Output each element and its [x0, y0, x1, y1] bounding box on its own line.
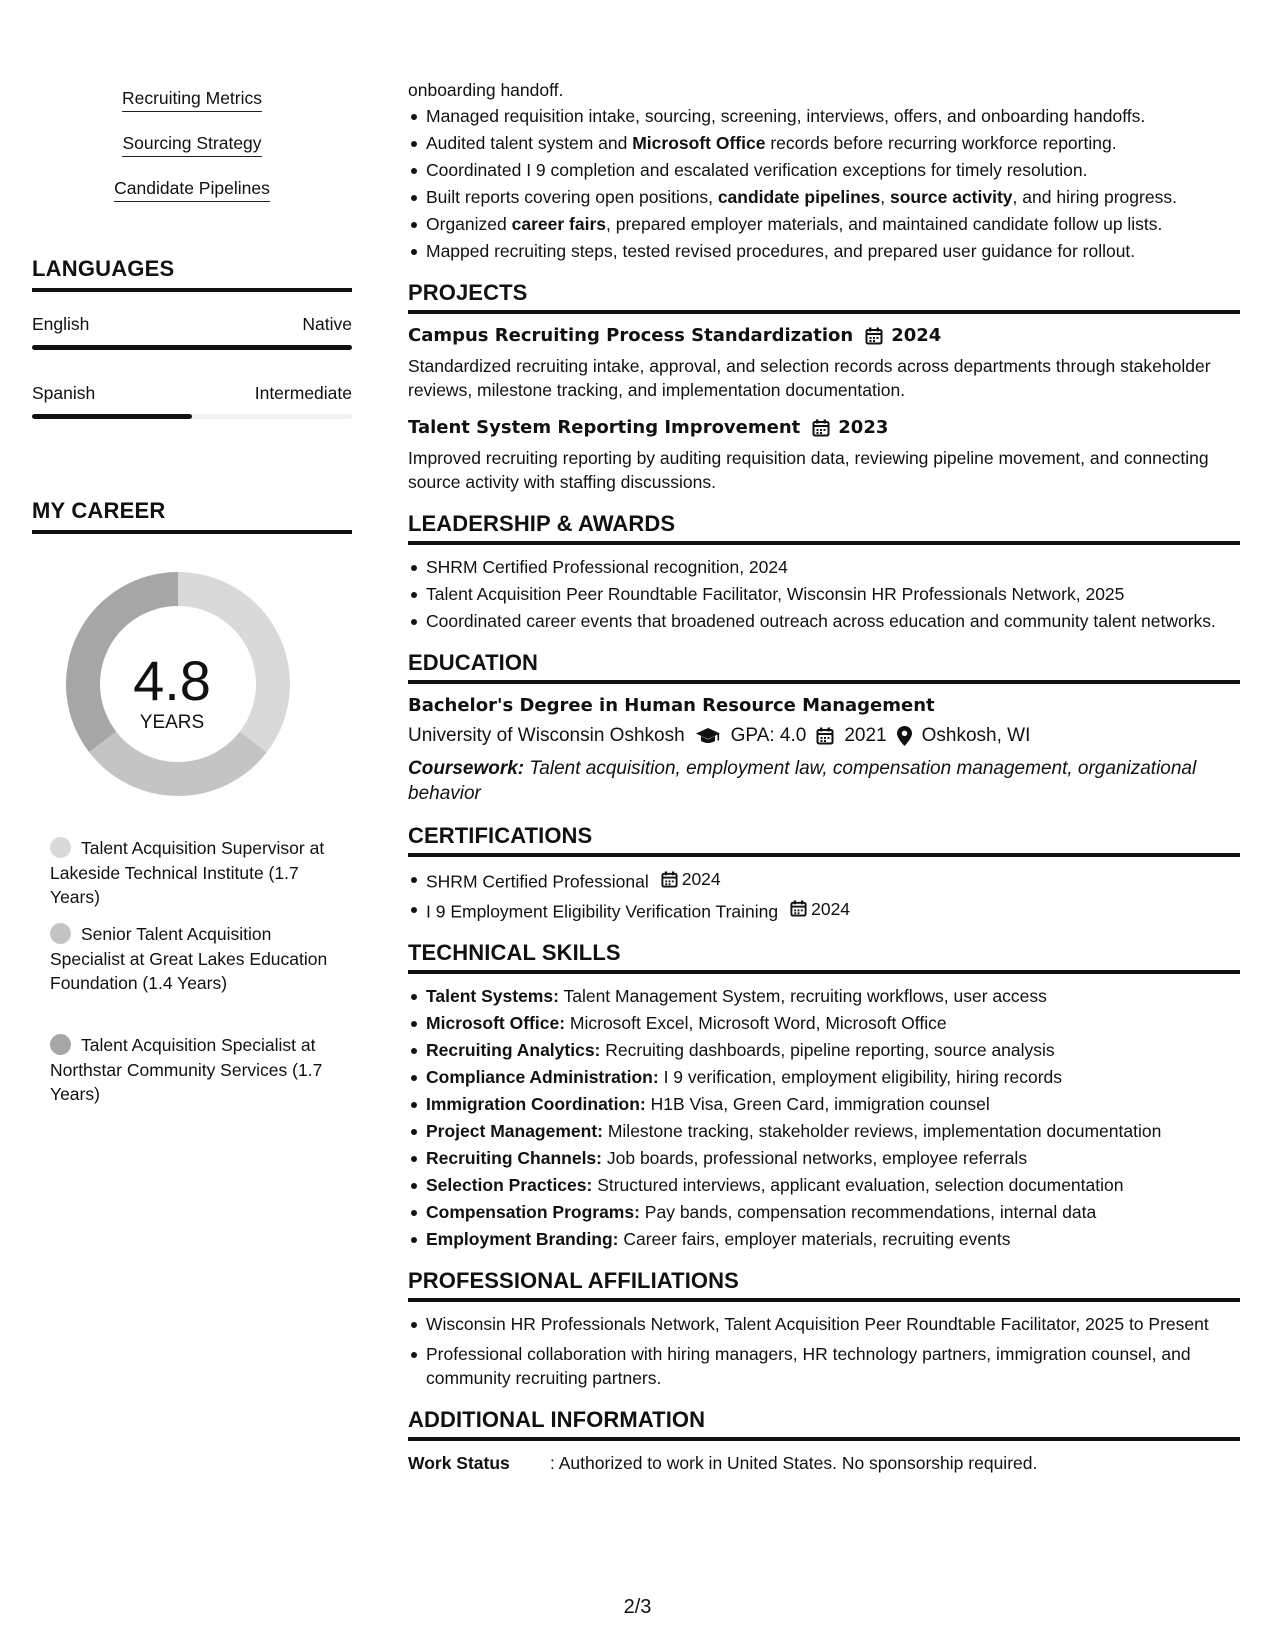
- list-item: Managed requisition intake, sourcing, screening, interviews, offers, and onboarding handoffs.: [408, 104, 1240, 128]
- skill-label: Recruiting Channels:: [426, 1148, 602, 1168]
- skill-item: [408, 1038, 1240, 1062]
- skill-label: Talent Systems:: [426, 986, 559, 1006]
- skill-links: [32, 88, 352, 223]
- career-legend-dot: [50, 923, 71, 944]
- skill-label: Recruiting Analytics:: [426, 1040, 601, 1060]
- skill-item: [408, 1227, 1240, 1251]
- language-name: Spanish: [32, 383, 96, 403]
- skill-link[interactable]: [32, 88, 352, 133]
- list-item: Professional collaboration with hiring managers, HR technology partners, immigration counsel, and community recruiting partners.: [408, 1342, 1240, 1390]
- graduation-year: 2021: [844, 725, 887, 746]
- list-item: [408, 867, 1240, 894]
- skill-label: Project Management:: [426, 1121, 603, 1141]
- skill-item: [408, 1065, 1240, 1089]
- leadership-heading: LEADERSHIP & AWARDS: [408, 512, 1240, 545]
- career-item: [50, 1033, 330, 1107]
- technical-skills-list: [408, 984, 1240, 1251]
- additional-info-heading: ADDITIONAL INFORMATION: [408, 1408, 1240, 1441]
- affiliations-list: [408, 1312, 1240, 1390]
- skill-item: [408, 1146, 1240, 1170]
- skill-label: Microsoft Office:: [426, 1013, 566, 1033]
- skill-label: Employment Branding:: [426, 1229, 619, 1249]
- affiliations-heading: PROFESSIONAL AFFILIATIONS: [408, 1269, 1240, 1302]
- coursework: [408, 756, 1240, 806]
- calendar-icon: [812, 419, 830, 437]
- additional-info-key: Work Status: [408, 1453, 510, 1473]
- list-item: Mapped recruiting steps, tested revised procedures, and prepared user guidance for rollout.: [408, 239, 1240, 263]
- language-row: [32, 383, 352, 419]
- language-name: English: [32, 314, 90, 334]
- degree-title: Bachelor's Degree in Human Resource Management: [408, 695, 935, 716]
- career-item-text: Talent Acquisition Supervisor at Lakeside Technical Institute (1.7 Years): [50, 838, 325, 907]
- career-legend-dot: [50, 837, 71, 858]
- skill-link-label[interactable]: Recruiting Metrics: [122, 88, 262, 112]
- page-number: 2/3: [623, 1596, 652, 1618]
- skill-value: Job boards, professional networks, employee referrals: [602, 1148, 1028, 1168]
- skill-item: [408, 984, 1240, 1008]
- projects-heading: PROJECTS: [408, 281, 1240, 314]
- graduation-cap-icon: [695, 727, 721, 745]
- certification-name: I 9 Employment Eligibility Verification Training: [426, 901, 779, 921]
- list-item: Coordinated career events that broadened outreach across education and community talent networks.: [408, 609, 1240, 633]
- list-item: Coordinated I 9 completion and escalated verification exceptions for timely resolution.: [408, 158, 1240, 182]
- career-legend-dot: [50, 1034, 71, 1055]
- certifications-list: [408, 867, 1240, 923]
- list-item: Built reports covering open positions, candidate pipelines, source activity, and hiring progress.: [408, 185, 1240, 209]
- language-bar-fill: [32, 414, 192, 419]
- career-item: [50, 836, 330, 910]
- skill-item: [408, 1173, 1240, 1197]
- school-name: University of Wisconsin Oshkosh: [408, 725, 685, 746]
- language-row: [32, 314, 352, 350]
- donut-segment: [89, 731, 267, 796]
- skill-link-label[interactable]: Sourcing Strategy: [122, 133, 261, 157]
- calendar-icon: [790, 900, 807, 917]
- coursework-text: Talent acquisition, employment law, compensation management, organizational behavior: [408, 758, 1197, 804]
- project-title: Talent System Reporting Improvement: [408, 417, 801, 438]
- skill-value: Milestone tracking, stakeholder reviews, implementation documentation: [602, 1121, 1162, 1141]
- skill-link[interactable]: [32, 178, 352, 223]
- skill-label: Immigration Coordination:: [426, 1094, 646, 1114]
- project-description: Improved recruiting reporting by auditing requisition data, reviewing pipeline movement, and connecting source activity with staffing discussions.: [408, 448, 1209, 492]
- career-item-text: Senior Talent Acquisition Specialist at Great Lakes Education Foundation (1.4 Years): [50, 924, 328, 993]
- list-item: Audited talent system and Microsoft Office records before recurring workforce reporting.: [408, 131, 1240, 155]
- list-item: Wisconsin HR Professionals Network, Talent Acquisition Peer Roundtable Facilitator, 2025 to Present: [408, 1312, 1240, 1336]
- additional-info-row: [408, 1451, 1240, 1475]
- calendar-icon: [865, 327, 883, 345]
- skill-label: Selection Practices:: [426, 1175, 593, 1195]
- skill-link[interactable]: [32, 133, 352, 178]
- skill-label: Compensation Programs:: [426, 1202, 640, 1222]
- experience-continuation: onboarding handoff.: [408, 80, 564, 100]
- calendar-icon: [661, 871, 678, 888]
- language-bar: [32, 414, 352, 419]
- experience-bullets: [408, 104, 1240, 263]
- list-item: Organized career fairs, prepared employer materials, and maintained candidate follow up lists.: [408, 212, 1240, 236]
- language-bar-fill: [32, 345, 352, 350]
- career-item-text: Talent Acquisition Specialist at Northstar Community Services (1.7 Years): [50, 1035, 323, 1104]
- technical-skills-heading: TECHNICAL SKILLS: [408, 941, 1240, 974]
- language-level: Intermediate: [254, 383, 352, 403]
- language-bar: [32, 345, 352, 350]
- list-item: [408, 897, 1240, 924]
- language-level: Native: [302, 314, 352, 334]
- additional-info-value: : Authorized to work in United States. No sponsorship required.: [550, 1453, 1038, 1473]
- skill-item: [408, 1200, 1240, 1224]
- gpa: GPA: 4.0: [730, 725, 807, 746]
- project-item: [408, 324, 1240, 402]
- leadership-list: [408, 555, 1240, 633]
- career-item: [50, 922, 330, 996]
- skill-item: [408, 1119, 1240, 1143]
- skill-value: Career fairs, employer materials, recruiting events: [618, 1229, 1011, 1249]
- skill-value: H1B Visa, Green Card, immigration counsel: [645, 1094, 990, 1114]
- skill-value: I 9 verification, employment eligibility, hiring records: [658, 1067, 1063, 1087]
- education-heading: EDUCATION: [408, 651, 1240, 684]
- career-heading: MY CAREER: [32, 498, 352, 534]
- project-year: 2024: [891, 325, 942, 346]
- certification-name: SHRM Certified Professional: [426, 871, 649, 892]
- map-pin-icon: [897, 726, 912, 746]
- calendar-icon: [816, 727, 834, 745]
- list-item: Talent Acquisition Peer Roundtable Facilitator, Wisconsin HR Professionals Network, 2025: [408, 582, 1240, 606]
- project-title: Campus Recruiting Process Standardization: [408, 325, 854, 346]
- project-year: 2023: [838, 417, 889, 438]
- certification-year: 2024: [681, 869, 721, 889]
- skill-value: Microsoft Excel, Microsoft Word, Microsoft Office: [565, 1013, 947, 1033]
- right-column: [408, 78, 1240, 1475]
- career-total-unit: YEARS: [139, 712, 205, 733]
- skill-value: Talent Management System, recruiting workflows, user access: [558, 986, 1047, 1006]
- skill-link-label[interactable]: Candidate Pipelines: [114, 178, 270, 202]
- project-description: Standardized recruiting intake, approval, and selection records across departments through stakeholder reviews, milestone tracking, and implementation documentation.: [408, 356, 1211, 400]
- skill-value: Pay bands, compensation recommendations, internal data: [639, 1202, 1097, 1222]
- certifications-heading: CERTIFICATIONS: [408, 824, 1240, 857]
- skill-value: Recruiting dashboards, pipeline reporting, source analysis: [600, 1040, 1055, 1060]
- languages-heading: LANGUAGES: [32, 256, 352, 292]
- certification-year: 2024: [811, 898, 851, 919]
- coursework-label: Coursework:: [408, 758, 525, 779]
- skill-label: Compliance Administration:: [426, 1067, 659, 1087]
- list-item: SHRM Certified Professional recognition, 2024: [408, 555, 1240, 579]
- career-total-years: 4.8: [133, 649, 211, 712]
- project-item: [408, 416, 1240, 494]
- education-meta: [408, 724, 1240, 748]
- school-location: Oshkosh, WI: [921, 725, 1031, 746]
- skill-item: [408, 1092, 1240, 1116]
- skill-value: Structured interviews, applicant evaluation, selection documentation: [592, 1175, 1124, 1195]
- skill-item: [408, 1011, 1240, 1035]
